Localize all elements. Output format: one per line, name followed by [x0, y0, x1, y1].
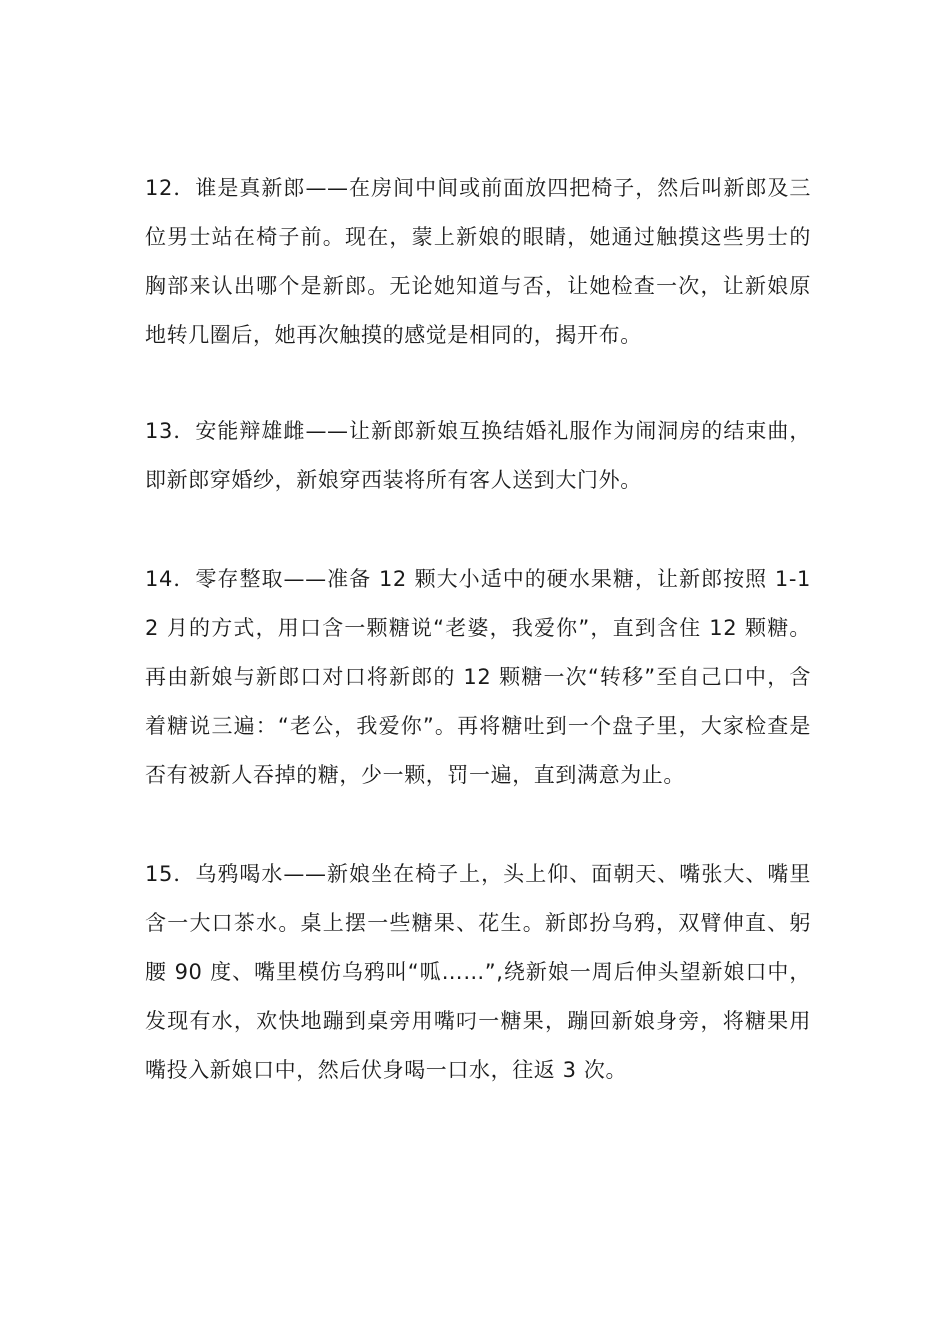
paragraph-game-13: 13．安能辩雄雌——让新郎新娘互换结婚礼服作为闹洞房的结束曲，即新郎穿婚纱，新娘穿西装将所有客人送到大门外。: [145, 419, 811, 492]
paragraph-game-15: 15．乌鸦喝水——新娘坐在椅子上，头上仰、面朝天、嘴张大、嘴里含一大口茶水。桌上摆一些糖果、花生。新郎扮乌鸦，双臂伸直、躬腰 90 度、嘴里模仿乌鸦叫“呱……”,绕新娘一周后伸头望新娘口中，发现有水，欢快地蹦到桌旁用嘴叼一糖果，蹦回新娘身旁，将糖果用嘴投入新娘口中，然后伏身喝一口水，往返 3 次。: [145, 862, 811, 1082]
paragraph-game-14: 14．零存整取——准备 12 颗大小适中的硬水果糖，让新郎按照 1-12 月的方式，用口含一颗糖说“老婆，我爱你”，直到含住 12 颗糖。再由新娘与新郎口对口将新郎的 12 颗糖一次“转移”至自己口中，含着糖说三遍：“老公，我爱你”。再将糖吐到一个盘子里，大家检查是否有被新人吞掉的糖，少一颗，罚一遍，直到满意为止。: [145, 567, 811, 787]
document-body: [145, 164, 811, 1095]
paragraph-game-12: 12．谁是真新郎——在房间中间或前面放四把椅子，然后叫新郎及三位男士站在椅子前。现在，蒙上新娘的眼睛，她通过触摸这些男士的胸部来认出哪个是新郎。无论她知道与否，让她检查一次，让新娘原地转几圈后，她再次触摸的感觉是相同的，揭开布。: [145, 176, 811, 347]
